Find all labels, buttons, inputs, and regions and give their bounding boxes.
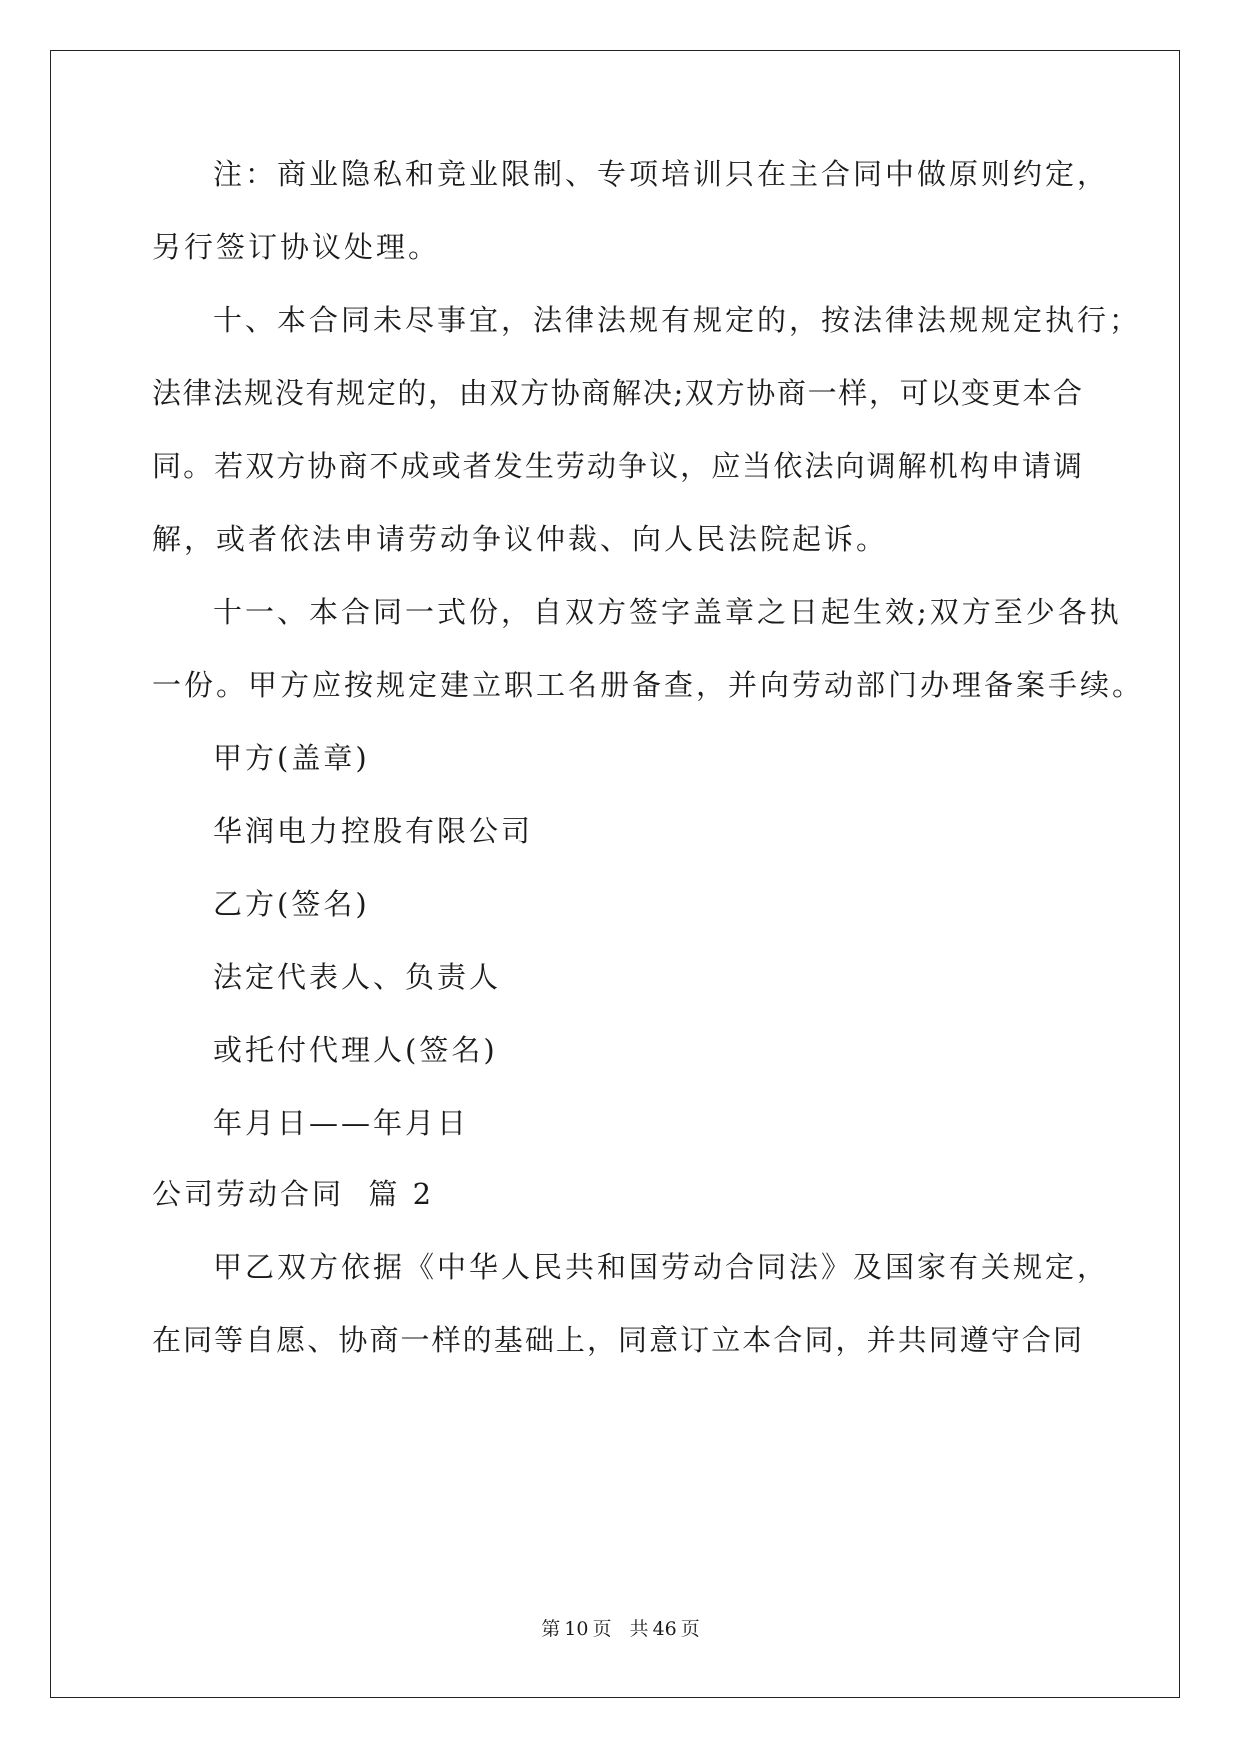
page-total: 46 (652, 1618, 677, 1640)
paragraph-line: 十一、本合同一式份，自双方签字盖章之日起生效;双方至少各执 (213, 595, 1122, 629)
paragraph-line: 同。若双方协商不成或者发生劳动争议，应当依法向调解机构申请调 (152, 449, 1082, 483)
company-name: 华润电力控股有限公司 (213, 814, 534, 848)
paragraph-line: 注：商业隐私和竞业限制、专项培训只在主合同中做原则约定， (213, 157, 1110, 191)
legal-representative-label: 法定代表人、负责人 (213, 960, 502, 994)
paragraph-line: 一份。甲方应按规定建立职工名册备查，并向劳动部门办理备案手续。 (152, 668, 1145, 702)
paragraph-line: 十、本合同未尽事宜，法律法规有规定的，按法律法规规定执行； (213, 303, 1142, 337)
page-footer (0, 1617, 1241, 1641)
page-prefix: 第 (541, 1618, 561, 1640)
paragraph-line: 另行签订协议处理。 (152, 230, 441, 264)
date-range-label: 年月日——年月日 (213, 1106, 470, 1140)
agent-signature-label: 或托付代理人(签名) (213, 1033, 498, 1067)
page-suffix: 页 (680, 1618, 700, 1640)
page-mid: 页 共 (592, 1618, 649, 1640)
signature-label-party-b: 乙方(签名) (213, 887, 370, 921)
section-heading: 公司劳动合同 篇 2 (152, 1177, 435, 1211)
page-border (50, 50, 1180, 1698)
paragraph-line: 法律法规没有规定的，由双方协商解决;双方协商一样，可以变更本合 (152, 376, 1082, 410)
paragraph-line: 甲乙双方依据《中华人民共和国劳动合同法》及国家有关规定， (213, 1250, 1110, 1284)
paragraph-line: 解，或者依法申请劳动争议仲裁、向人民法院起诉。 (152, 522, 889, 556)
page-number: 10 (564, 1618, 589, 1640)
signature-label-party-a: 甲方(盖章) (213, 741, 370, 775)
paragraph-line: 在同等自愿、协商一样的基础上，同意订立本合同，并共同遵守合同 (152, 1323, 1082, 1357)
